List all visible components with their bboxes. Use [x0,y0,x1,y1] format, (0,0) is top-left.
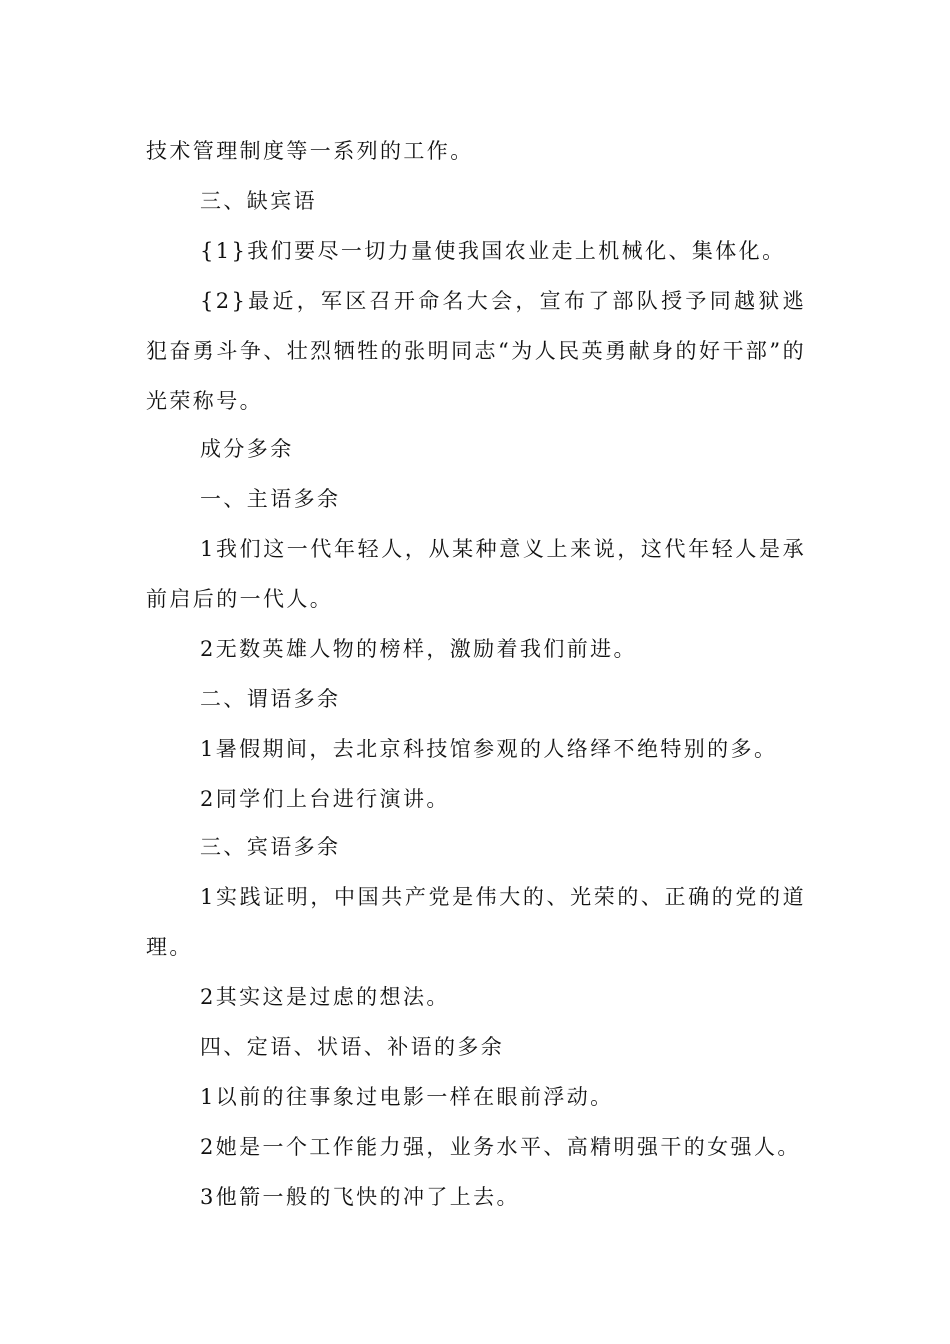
example-paragraph: {1}我们要尽一切力量使我国农业走上机械化、集体化。 [200,239,786,263]
example-paragraph: 2她是一个工作能力强，业务水平、高精明强干的女强人。 [200,1135,801,1159]
example-paragraph: 2无数英雄人物的榜样，激励着我们前进。 [200,637,637,661]
example-paragraph: 2同学们上台进行演讲。 [200,787,450,811]
example-paragraph: 1我们这一代年轻人，从某种意义上来说，这代年轻人是承前启后的一代人。 [146,537,806,611]
section-heading-redundant-object: 三、宾语多余 [200,835,341,859]
example-paragraph: 3他箭一般的飞快的冲了上去。 [200,1185,520,1209]
section-heading-redundant-components: 成分多余 [200,437,294,461]
example-paragraph: 1实践证明，中国共产党是伟大的、光荣的、正确的党的道理。 [146,885,806,959]
example-paragraph: 1以前的往事象过电影一样在眼前浮动。 [200,1085,614,1109]
example-paragraph: 1暑假期间，去北京科技馆参观的人络绎不绝特别的多。 [200,737,778,761]
section-heading-redundant-modifiers: 四、定语、状语、补语的多余 [200,1035,505,1059]
example-paragraph: 2其实这是过虑的想法。 [200,985,450,1009]
example-paragraph: {2}最近，军区召开命名大会，宣布了部队授予同越狱逃犯奋勇斗争、壮烈牺牲的张明同志“为人民英勇献身的好干部”的光荣称号。 [146,289,806,413]
paragraph-continuation: 技术管理制度等一系列的工作。 [146,139,474,163]
section-heading-redundant-subject: 一、主语多余 [200,487,341,511]
section-heading-missing-object: 三、缺宾语 [200,189,317,213]
section-heading-redundant-predicate: 二、谓语多余 [200,687,341,711]
